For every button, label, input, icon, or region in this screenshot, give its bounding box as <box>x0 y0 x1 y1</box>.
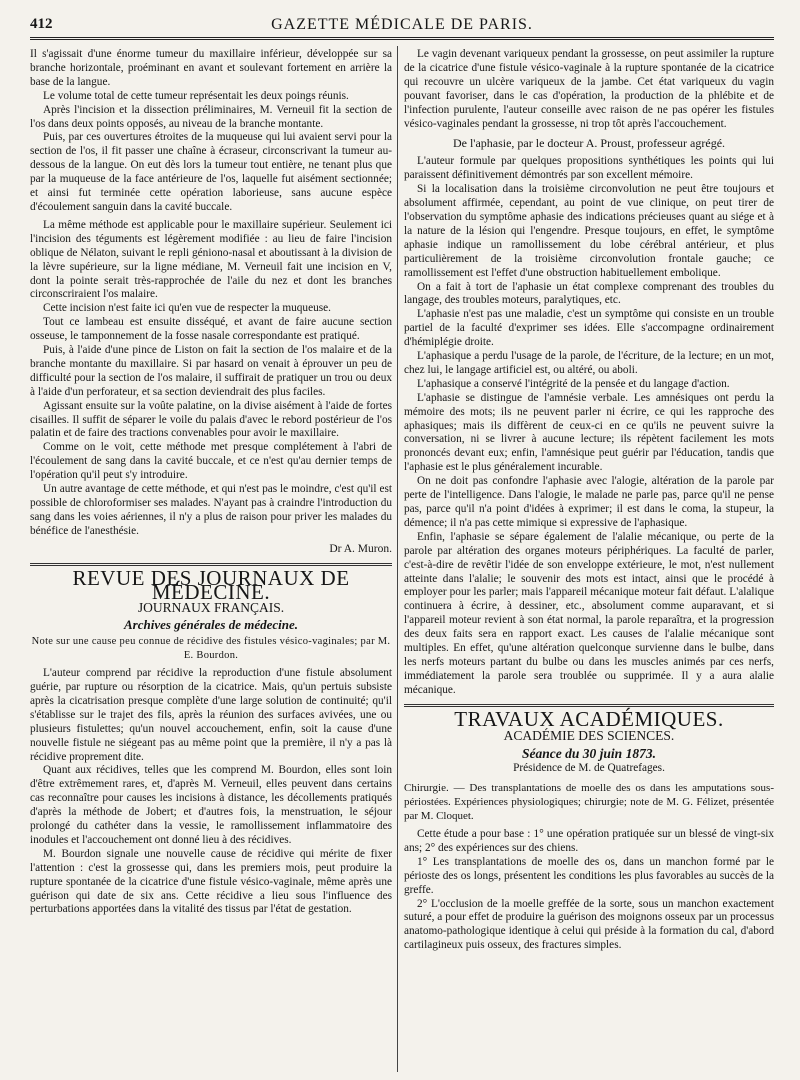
page-header <box>30 16 774 42</box>
paragraph: Comme on le voit, cette méthode met presque complétement à l'abri de l'écoulement de sang dans la cavité buccale, et ce n'est qu'au dernier temps de l'opération qu'il peut s'y introduire. <box>30 441 392 482</box>
paragraph: 2° L'occlusion de la moelle greffée de la sorte, sous un manchon exactement suturé, a pour effet de produire la guérison des moignons osseux par un processus anatomo-pathologique identique à celui qui préside à la formation du cal, d'abord cartilagineux puis osseux, des fractures simples. <box>404 897 774 952</box>
paragraph: 1° Les transplantations de moelle des os, dans un manchon formé par le périoste des os longs, présentent les conditions les plus favorables au succès de la greffe. <box>404 855 774 896</box>
article-title: Note sur une cause peu connue de récidive des fistules vésico-vaginales; par M. E. Bourdon. <box>31 636 391 662</box>
paragraph: Tout ce lambeau est ensuite disséqué, et avant de faire aucune section osseuse, le tamponnement de la fosse nasale correspondante est pratiqué. <box>30 316 392 343</box>
paragraph: Puis, par ces ouvertures étroites de la muqueuse qui lui avaient servi pour la section de l'os, il fit passer une chaîne à écraseur, circonscrivant la tumeur au-dessous de la langue. On eut dès lors la tumeur tout entière, ne tenant plus que par la muqueuse de la face antérieure de l'os, laquelle fut aisément sectionnée; et ainsi fut terminée cette opération laborieuse, sans aucune espèce d'écoulement sanguin dans la cavité buccale. <box>30 131 392 213</box>
subsection-title: JOURNAUX FRANÇAIS. <box>137 600 285 616</box>
paragraph: Le volume total de cette tumeur représentait les deux poings réunis. <box>43 89 349 102</box>
journal-name: Archives générales de médecine. <box>123 617 298 633</box>
left-column <box>30 48 392 1074</box>
section-title: REVUE DES JOURNAUX DE MÉDECINE. <box>72 565 350 604</box>
right-column <box>404 48 774 1074</box>
session-date: Séance du 30 juin 1873. <box>522 745 656 761</box>
journal-title: GAZETTE MÉDICALE DE PARIS. <box>271 16 533 33</box>
column-divider <box>397 46 398 1072</box>
paragraph: Un autre avantage de cette méthode, et qui n'est pas le moindre, c'est qu'il est possible de chloroformiser ses malades. N'ayant pas à craindre l'introduction du sang dans les voies aériennes, il n'y a plus de raison pour priver les malades du bénéfice de l'anesthésie. <box>30 483 392 537</box>
paragraph: Le vagin devenant variqueux pendant la grossesse, on peut assimiler la rupture de la cicatrice d'une fistule vésico-vaginale à la rupture spontanée de la cicatrice qui recouvre un ulcère variqueux de la jambe. Cet état variqueux du vagin pouvant favoriser, dans le cas d'opération, la production de la phlébite et de l'infection purulente, l'auteur conseille avec raison de ne pas opérer les fistules vésico-vaginales pendant la grossesse, ni trop tôt après l'accouchement. <box>404 48 774 130</box>
paragraph: L'auteur formule par quelques propositions synthétiques les points qui lui paraissent définitivement démontrés par son excellent mémoire. <box>404 155 774 182</box>
author-signature: Dr A. Muron. <box>329 542 392 555</box>
paragraph: Après l'incision et la dissection préliminaires, M. Verneuil fit la section de l'os dans deux points opposés, au niveau de la branche montante. <box>30 103 392 130</box>
paragraph: L'aphasie se distingue de l'amnésie verbale. Les amnésiques ont perdu la mémoire des mots; ils ne peuvent parler ni écrire, ce qui les rapproche des aphasiques; mais ils diffèrent de ceux-ci en ce qu'ils ne peuvent suivre la conversation, ni se livrer à aucune lecture; ils répètent facilement les mots prononcés devant eux; enfin, l'amnésique peut guérir par l'éducation, tandis que l'aphasie est le plus généralement incurable. <box>404 391 774 474</box>
paragraph: La même méthode est applicable pour le maxillaire supérieur. Seulement ici l'incision des téguments est légèrement modifiée : au lieu de faire l'incision oblique de Nélaton, suivant le repli géniono-nasal et aboutissant à la division de la lèvre supérieure, sur la ligne médiane, M. Verneuil fait une incision en V, dont la pointe serait très-rapprochée de l'aile du nez et dont les branches circonscriraient l'os malaire. <box>30 218 392 301</box>
paragraph: Cette incision n'est faite ici qu'en vue de respecter la muqueuse. <box>43 302 331 315</box>
paragraph: Puis, à l'aide d'une pince de Liston on fait la section de l'os malaire et de la branche montante du maxillaire. Si par hasard on venait à éprouver un peu de difficulté pour la section de l'os malaire, il suffirait de pratiquer un trou ou deux à l'aide d'un perforateur, et sa section deviendrait des plus faciles. <box>30 344 392 398</box>
paragraph: Si la localisation dans la troisième circonvolution ne peut être toujours et absolument affirmée, cependant, au point de vue clinique, on peut tirer de l'observation du symptôme aphasie des indications précieuses quant au siége et à la nature de la lésion qui l'engendre. Presque toujours, en effet, le symptôme aphasie indique un ramollissement du lobe cérébral antérieur, et plus particulièrement de la troisième circonvolution frontale gauche; ce ramollissement est l'effet d'une obstruction habituellement embolique. <box>404 183 774 279</box>
paragraph: L'aphasie n'est pas une maladie, c'est un symptôme qui consiste en un trouble partiel de la faculté d'exprimer ses idées. Elle s'accompagne ordinairement d'hémiplégie droite. <box>404 308 774 349</box>
paragraph: On ne doit pas confondre l'aphasie avec l'alogie, altération de la parole par perte de l'intelligence. Dans l'alogie, le malade ne parle pas, parce qu'il ne pense pas, parce qu'il n'a point d'idées à exprimer; il est dans le coma, la stupeur, la démence; il n'a pas cette mimique si expressive de l'aphasique. <box>404 475 774 529</box>
header-rule <box>30 37 774 40</box>
presidency: Présidence de M. de Quatrefages. <box>513 762 665 775</box>
page-number: 412 <box>30 16 53 32</box>
paragraph: Enfin, l'aphasie se sépare également de l'alalie mécanique, ou perte de la parole par altération des organes moteurs périphériques. La faculté de parler, c'est-à-dire de revêtir l'idée de son enveloppe extérieure, le mot, n'est nullement atteinte dans l'alalie; le souvenir des mots est intact, ainsi que le procédé à employer pour les parler; mais l'appareil mécanique moteur fait défaut. L'alalique continuera à écrire, à dessiner, etc., absolument comme auparavant, et si l'appareil moteur revient à son état normal, la parole reparaîtra, et la progression des deux faits sera en rapport exact. Les causes de l'alalie mécanique sont multiples. En effet, qu'une altération quelconque survienne dans le bulbe, dans les nerfs moteurs partant du bulbe ou dans les muscles animés par ces nerfs, immédiatement la parole sera troublée ou supprimée. Il y a aura alalie mécanique. <box>404 530 774 696</box>
paragraph: Cette étude a pour base : 1° une opération pratiquée sur un blessé de vingt-six ans; 2° des expériences sur des chiens. <box>404 828 774 854</box>
paragraph: Il s'agissait d'une énorme tumeur du maxillaire inférieur, développée sur sa branche horizontale, proéminant en avant et soulevant fortement en arrière la base de la langue. <box>30 48 392 88</box>
paragraph: Agissant ensuite sur la voûte palatine, on la divise aisément à l'aide de fortes cisailles. Il suffit de séparer le voile du palais d'avec le rebord postérieur de l'os palatin et de faire des tractions convenables pour avoir le maxillaire. <box>30 399 392 440</box>
section-title: TRAVAUX ACADÉMIQUES. <box>454 706 724 731</box>
article-title: De l'aphasie, par le docteur A. Proust, professeur agrégé. <box>452 136 726 151</box>
article-title: Chirurgie. — Des transplantations de moelle des os dans les amputations sous-périostées. Expériences physiologiques; chirurgie; note de M. G. Félizet, présentée par M. Cloquet. <box>404 782 774 823</box>
paragraph: Quant aux récidives, telles que les comprend M. Bourdon, elles sont loin d'être extrêmement rares, et, d'après M. Verneuil, elles peuvent dans certains cas reconnaître pour causes les incisions à distance, les décollements pratiqués d'après la méthode de Jobert; et d'autres fois, la menstruation, le séjour prolongé du cathéter dans la vessie, le ramollissement inflammatoire des inodules et l'accouchement ont donné lieu à des récidives. <box>30 764 392 846</box>
paragraph: L'aphasique a conservé l'intégrité de la pensée et du langage d'action. <box>417 377 730 390</box>
paragraph: M. Bourdon signale une nouvelle cause de récidive qui mérite de fixer l'attention : c'est la grossesse qui, dans les premiers mois, peut produire la rupture spontanée de la cicatrice d'une fistule vésico-vaginale, même après une guérison qui date de six ans. Cette récidive a lieu sous l'influence des perturbations apportées dans la vitalité des tissus par l'état de gestation. <box>30 847 392 916</box>
subsection-title: ACADÉMIE DES SCIENCES. <box>503 727 675 743</box>
paragraph: L'auteur comprend par récidive la reproduction d'une fistule absolument guérie, par rupture ou résorption de la cicatrice. Mais, qu'un pertuis subsiste après la cicatrisation presque complète d'une large solution de continuité; qu'il s'établisse sur le trajet des fils, après la réunion des surfaces avivées, une ou plusieurs fistulettes; qu'un nouvel accouchement, enfin, soit la cause d'une nouvelle fistule ne siégeant pas au même point que la première, il n'y a pas là récidive proprement dite. <box>30 667 392 763</box>
paragraph: L'aphasique a perdu l'usage de la parole, de l'écriture, de la lecture; en un mot, chez lui, le langage artificiel est, ou altéré, ou aboli. <box>404 350 774 376</box>
paragraph: On a fait à tort de l'aphasie un état complexe comprenant des troubles du langage, des troubles moteurs, paralytiques, etc. <box>404 280 774 307</box>
